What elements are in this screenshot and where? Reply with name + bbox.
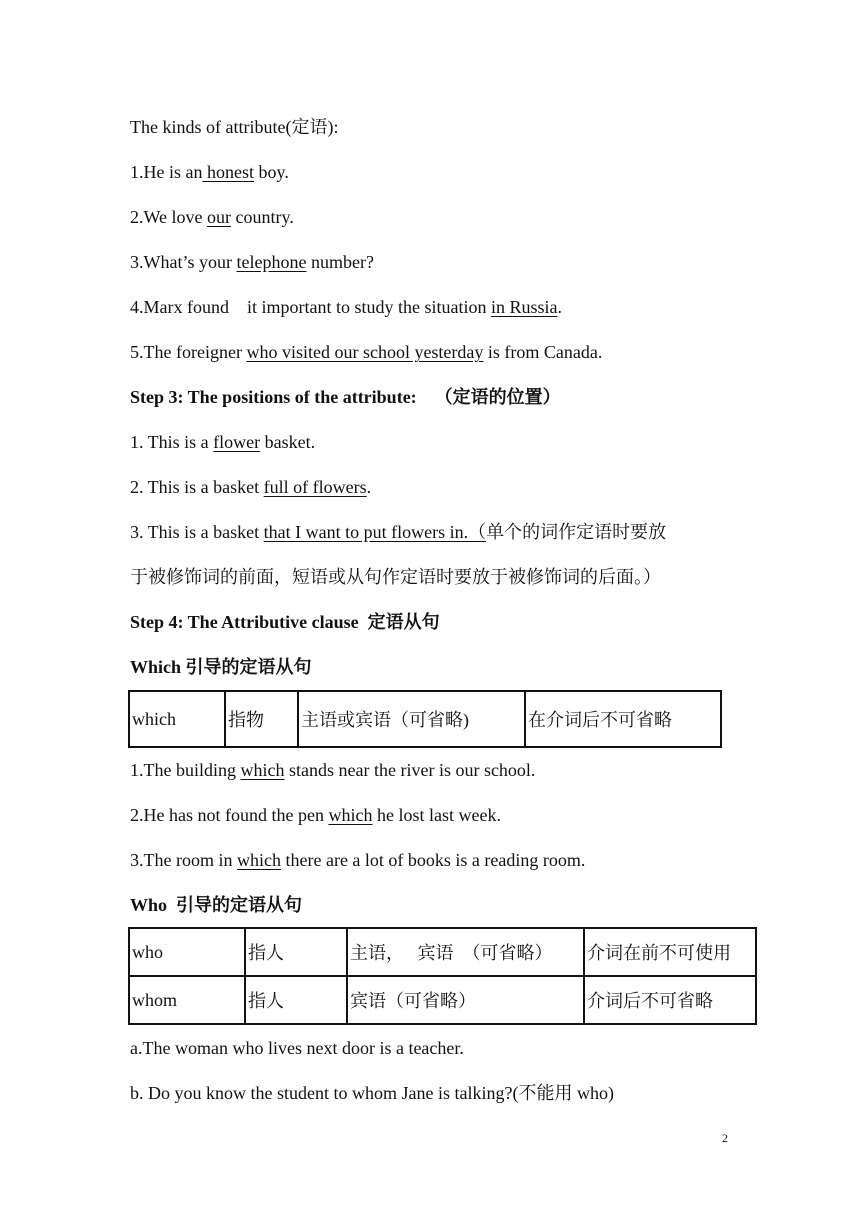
note-continued: 于被修饰词的前面，短语或从句作定语时要放于被修饰词的后面。） bbox=[130, 567, 661, 587]
example-line: 1.The building which stands near the river is our school. bbox=[130, 760, 536, 780]
underlined-phrase: our bbox=[207, 207, 232, 227]
example-line: 2.We love our country. bbox=[130, 207, 294, 227]
example-line: a.The woman who lives next door is a teacher. bbox=[130, 1038, 464, 1058]
which-table bbox=[128, 690, 722, 748]
who-heading: Who 引导的定语从句 bbox=[130, 895, 303, 915]
step3-heading: Step 3: The positions of the attribute: （定语的位置） bbox=[130, 387, 561, 407]
example-line: 2. This is a basket full of flowers. bbox=[130, 477, 372, 497]
example-line: 5.The foreigner who visited our school yesterday is from Canada. bbox=[130, 342, 603, 362]
table-cell: 在介词后不可省略 bbox=[525, 691, 721, 747]
underlined-phrase: which bbox=[240, 760, 285, 780]
table-cell: 宾语（可省略） bbox=[347, 976, 584, 1024]
section-heading-kinds: The kinds of attribute(定语): bbox=[130, 117, 339, 137]
example-line: 3.What’s your telephone number? bbox=[130, 252, 374, 272]
underlined-phrase: full of flowers bbox=[263, 477, 367, 497]
underlined-phrase: which bbox=[236, 850, 281, 870]
example-line: 1. This is a flower basket. bbox=[130, 432, 316, 452]
underlined-phrase: in Russia bbox=[490, 297, 558, 317]
table-cell: whom bbox=[129, 976, 245, 1024]
underlined-phrase: who visited our school yesterday bbox=[246, 342, 484, 362]
underlined-phrase: that I want to put flowers in.（ bbox=[263, 522, 487, 542]
underlined-phrase: flower bbox=[213, 432, 261, 452]
table-cell: 指人 bbox=[245, 976, 347, 1024]
table-row bbox=[129, 928, 756, 976]
table-cell: who bbox=[129, 928, 245, 976]
example-line: 2.He has not found the pen which he lost last week. bbox=[130, 805, 501, 825]
table-cell: 主语， 宾语 （可省略） bbox=[347, 928, 584, 976]
table-row bbox=[129, 976, 756, 1024]
who-table bbox=[128, 927, 757, 1025]
which-heading: Which 引导的定语从句 bbox=[130, 657, 312, 677]
table-cell: 指物 bbox=[225, 691, 298, 747]
underlined-phrase: which bbox=[328, 805, 373, 825]
table-cell: 指人 bbox=[245, 928, 347, 976]
table-cell: 介词后不可省略 bbox=[584, 976, 756, 1024]
page-number: 2 bbox=[722, 1131, 728, 1145]
example-line: b. Do you know the student to whom Jane is talking?(不能用 who) bbox=[130, 1083, 614, 1103]
example-line: 4.Marx found it important to study the situation in Russia. bbox=[130, 297, 562, 317]
table-cell: 主语或宾语（可省略) bbox=[298, 691, 525, 747]
step4-heading: Step 4: The Attributive clause 定语从句 bbox=[130, 612, 440, 632]
table-cell: 介词在前不可使用 bbox=[584, 928, 756, 976]
table-cell: which bbox=[129, 691, 225, 747]
example-line: 3.The room in which there are a lot of books is a reading room. bbox=[130, 850, 586, 870]
example-line: 3. This is a basket that I want to put flowers in.（单个的词作定语时要放 bbox=[130, 522, 667, 542]
underlined-phrase: telephone bbox=[236, 252, 307, 272]
underlined-phrase: honest bbox=[202, 162, 254, 182]
table-row bbox=[129, 691, 721, 747]
example-line: 1.He is an honest boy. bbox=[130, 162, 289, 182]
